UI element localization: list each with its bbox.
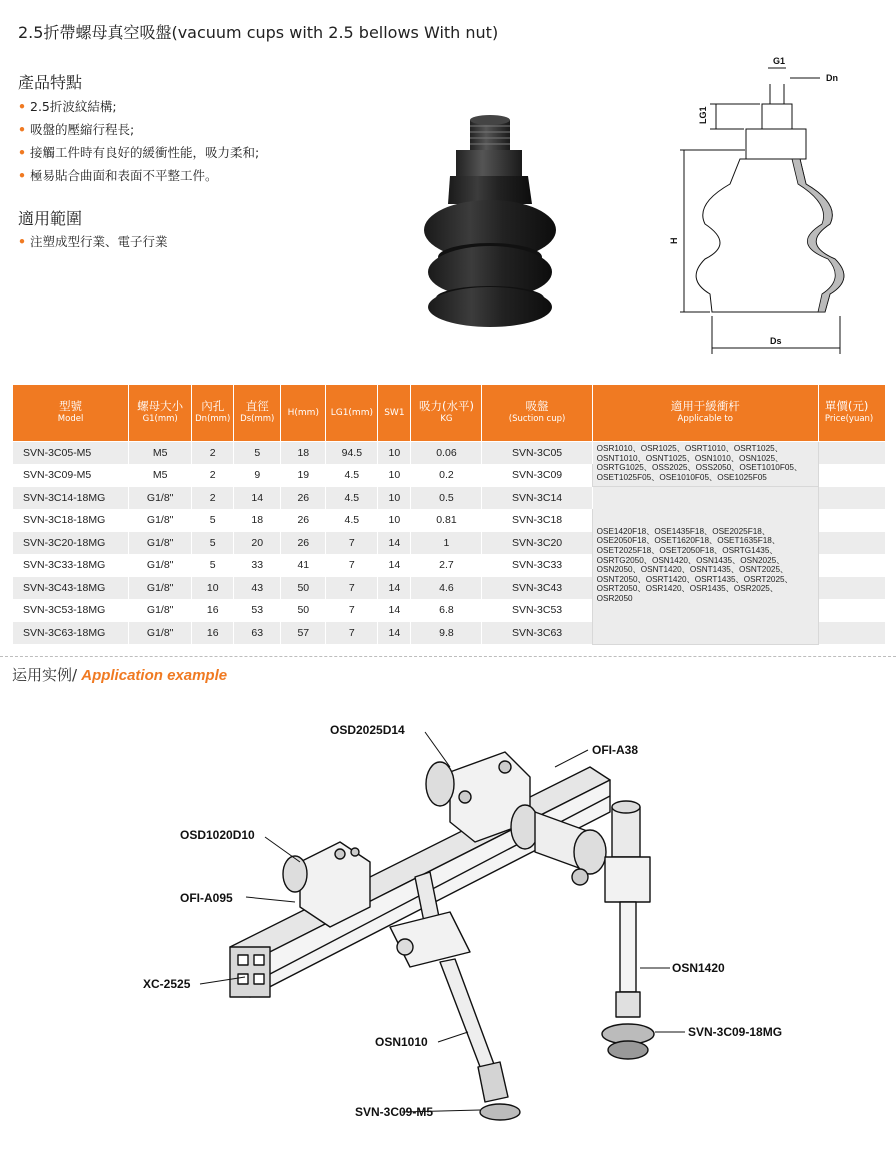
ds-label: Ds — [770, 336, 782, 346]
table-cell: SVN-3C20 — [482, 532, 592, 555]
lg1-label: LG1 — [698, 106, 708, 124]
table-row — [13, 487, 886, 510]
price-cell — [818, 577, 885, 600]
feature-item: • 極易貼合曲面和表面不平整工件。 — [18, 164, 259, 187]
table-cell: G1/8" — [129, 487, 192, 510]
table-header-row — [13, 385, 886, 442]
price-cell — [818, 532, 885, 555]
label-osn1010: OSN1010 — [375, 1035, 428, 1049]
table-cell: M5 — [129, 442, 192, 465]
table-cell: 26 — [281, 487, 326, 510]
table-cell: G1/8" — [129, 554, 192, 577]
table-cell: 0.2 — [411, 464, 482, 487]
applications-list — [18, 230, 168, 253]
col-header: 吸盤 (Suction cup) — [482, 385, 592, 442]
table-cell: G1/8" — [129, 577, 192, 600]
feature-item: • 吸盤的壓縮行程長; — [18, 118, 259, 141]
table-cell: 26 — [281, 532, 326, 555]
table-cell: SVN-3C43-18MG — [13, 577, 129, 600]
table-cell: 14 — [378, 554, 411, 577]
table-cell: 4.6 — [411, 577, 482, 600]
spec-table — [12, 384, 886, 645]
table-cell: SVN-3C09-M5 — [13, 464, 129, 487]
table-cell: 53 — [234, 599, 281, 622]
table-cell: 14 — [378, 599, 411, 622]
col-header: 適用于緩衝杆 Applicable to — [592, 385, 818, 442]
price-cell — [818, 622, 885, 645]
feature-item: • 接觸工件時有良好的緩衝性能，吸力柔和; — [18, 141, 259, 164]
applications-heading: 適用範圍 — [18, 209, 83, 228]
table-cell: SVN-3C33-18MG — [13, 554, 129, 577]
table-cell: SVN-3C53 — [482, 599, 592, 622]
application-assembly-drawing — [143, 712, 850, 1132]
table-cell: SVN-3C63-18MG — [13, 622, 129, 645]
table-cell: 9.8 — [411, 622, 482, 645]
label-osd2025d14: OSD2025D14 — [330, 723, 405, 737]
table-cell: 2 — [192, 464, 234, 487]
table-cell: SVN-3C05-M5 — [13, 442, 129, 465]
table-cell: 1 — [411, 532, 482, 555]
table-cell: 9 — [234, 464, 281, 487]
table-cell: SVN-3C33 — [482, 554, 592, 577]
table-cell: 10 — [378, 442, 411, 465]
table-cell: G1/8" — [129, 599, 192, 622]
table-cell: 7 — [326, 622, 378, 645]
table-cell: 43 — [234, 577, 281, 600]
col-header: 直徑 Ds(mm) — [234, 385, 281, 442]
price-cell — [818, 487, 885, 510]
table-cell: 4.5 — [326, 487, 378, 510]
table-cell: SVN-3C18 — [482, 509, 592, 532]
g1-label: G1 — [773, 56, 786, 66]
price-cell — [818, 464, 885, 487]
application-example-title: 运用实例/ Application example — [12, 666, 228, 684]
table-cell: SVN-3C53-18MG — [13, 599, 129, 622]
table-cell: 16 — [192, 622, 234, 645]
label-ofi-a38: OFI-A38 — [592, 743, 639, 757]
col-header: 單價(元) Price(yuan) — [818, 385, 885, 442]
col-header: 內孔 Dn(mm) — [192, 385, 234, 442]
applicable-rods-group-1: OSR1010、OSR1025、OSRT1010、OSRT1025、OSNT1010、OSNT1025、OSN1010、OSN1025、OSRTG1025、OSS2025、OSS2050、OSET1010F05、OSET1025F05、OSE1010F05、OSE1025F05 — [592, 442, 818, 487]
table-cell: 50 — [281, 599, 326, 622]
section-divider — [0, 656, 896, 657]
table-row — [13, 442, 886, 465]
label-ofi-a095: OFI-A095 — [180, 891, 233, 905]
label-osn1420: OSN1420 — [672, 961, 725, 975]
table-cell: 0.81 — [411, 509, 482, 532]
table-cell: G1/8" — [129, 509, 192, 532]
price-cell — [818, 554, 885, 577]
dimension-drawing — [640, 54, 880, 364]
table-cell: 41 — [281, 554, 326, 577]
label-svn-3c09-18mg: SVN-3C09-18MG — [688, 1025, 783, 1039]
table-cell: 63 — [234, 622, 281, 645]
table-cell: 0.06 — [411, 442, 482, 465]
table-cell: 20 — [234, 532, 281, 555]
features-heading: 產品特點 — [18, 73, 83, 92]
table-cell: 0.5 — [411, 487, 482, 510]
vacuum-cup-photo — [410, 112, 560, 332]
col-header: 螺母大小 G1(mm) — [129, 385, 192, 442]
price-cell — [818, 509, 885, 532]
table-cell: 50 — [281, 577, 326, 600]
table-cell: M5 — [129, 464, 192, 487]
table-cell: 10 — [378, 464, 411, 487]
table-cell: 5 — [192, 554, 234, 577]
h-label: H — [669, 237, 679, 244]
page-title: 2.5折帶螺母真空吸盤(vacuum cups with 2.5 bellows With nut) — [18, 23, 499, 42]
table-cell: 2 — [192, 487, 234, 510]
dn-label: Dn — [826, 73, 838, 83]
table-cell: 6.8 — [411, 599, 482, 622]
table-cell: SVN-3C18-18MG — [13, 509, 129, 532]
table-cell: 57 — [281, 622, 326, 645]
table-cell: SVN-3C20-18MG — [13, 532, 129, 555]
table-cell: 18 — [234, 509, 281, 532]
table-cell: 7 — [326, 577, 378, 600]
table-cell: SVN-3C14 — [482, 487, 592, 510]
table-cell: SVN-3C14-18MG — [13, 487, 129, 510]
table-cell: 26 — [281, 509, 326, 532]
table-cell: 19 — [281, 464, 326, 487]
table-cell: 94.5 — [326, 442, 378, 465]
price-cell — [818, 599, 885, 622]
table-cell: SVN-3C09 — [482, 464, 592, 487]
col-header: SW1 — [378, 385, 411, 442]
table-cell: 14 — [234, 487, 281, 510]
table-cell: 7 — [326, 599, 378, 622]
applicable-rods-group-2: OSE1420F18、OSE1435F18、OSE2025F18、OSE2050F18、OSET1620F18、OSET1635F18、OSET2025F18、OSET2050F18、OSRTG1435、OSRTG2050、OSN1420、OSN1435、OSN2025、OSN2050、OSNT1420、OSNT1435、OSNT2025、OSNT2050、OSRT1420、OSRT1435、OSRT2025、OSRT2050、OSR1420、OSR1435、OSR2025、OSR2050 — [592, 487, 818, 645]
col-header: 吸力(水平) KG — [411, 385, 482, 442]
table-cell: 7 — [326, 532, 378, 555]
table-cell: 4.5 — [326, 464, 378, 487]
table-cell: 5 — [192, 532, 234, 555]
col-header: 型號 Model — [13, 385, 129, 442]
table-cell: G1/8" — [129, 622, 192, 645]
table-cell: SVN-3C63 — [482, 622, 592, 645]
col-header: LG1(mm) — [326, 385, 378, 442]
table-cell: 14 — [378, 532, 411, 555]
features-list — [18, 95, 259, 187]
table-cell: 2.7 — [411, 554, 482, 577]
table-cell: 16 — [192, 599, 234, 622]
table-cell: SVN-3C05 — [482, 442, 592, 465]
table-cell: 18 — [281, 442, 326, 465]
label-svn-3c09-m5: SVN-3C09-M5 — [355, 1105, 434, 1119]
table-cell: 4.5 — [326, 509, 378, 532]
col-header: H(mm) — [281, 385, 326, 442]
table-cell: 10 — [192, 577, 234, 600]
table-cell: 10 — [378, 487, 411, 510]
table-cell: 5 — [192, 509, 234, 532]
label-osd1020d10: OSD1020D10 — [180, 828, 255, 842]
table-cell: 2 — [192, 442, 234, 465]
price-cell — [818, 442, 885, 465]
feature-item: • 2.5折波紋結構; — [18, 95, 259, 118]
table-cell: 33 — [234, 554, 281, 577]
table-cell: 7 — [326, 554, 378, 577]
table-cell: 14 — [378, 577, 411, 600]
application-item: • 注塑成型行業、電子行業 — [18, 230, 168, 253]
table-cell: SVN-3C43 — [482, 577, 592, 600]
table-cell: 10 — [378, 509, 411, 532]
table-cell: G1/8" — [129, 532, 192, 555]
table-cell: 14 — [378, 622, 411, 645]
table-cell: 5 — [234, 442, 281, 465]
label-xc-2525: XC-2525 — [143, 977, 191, 991]
